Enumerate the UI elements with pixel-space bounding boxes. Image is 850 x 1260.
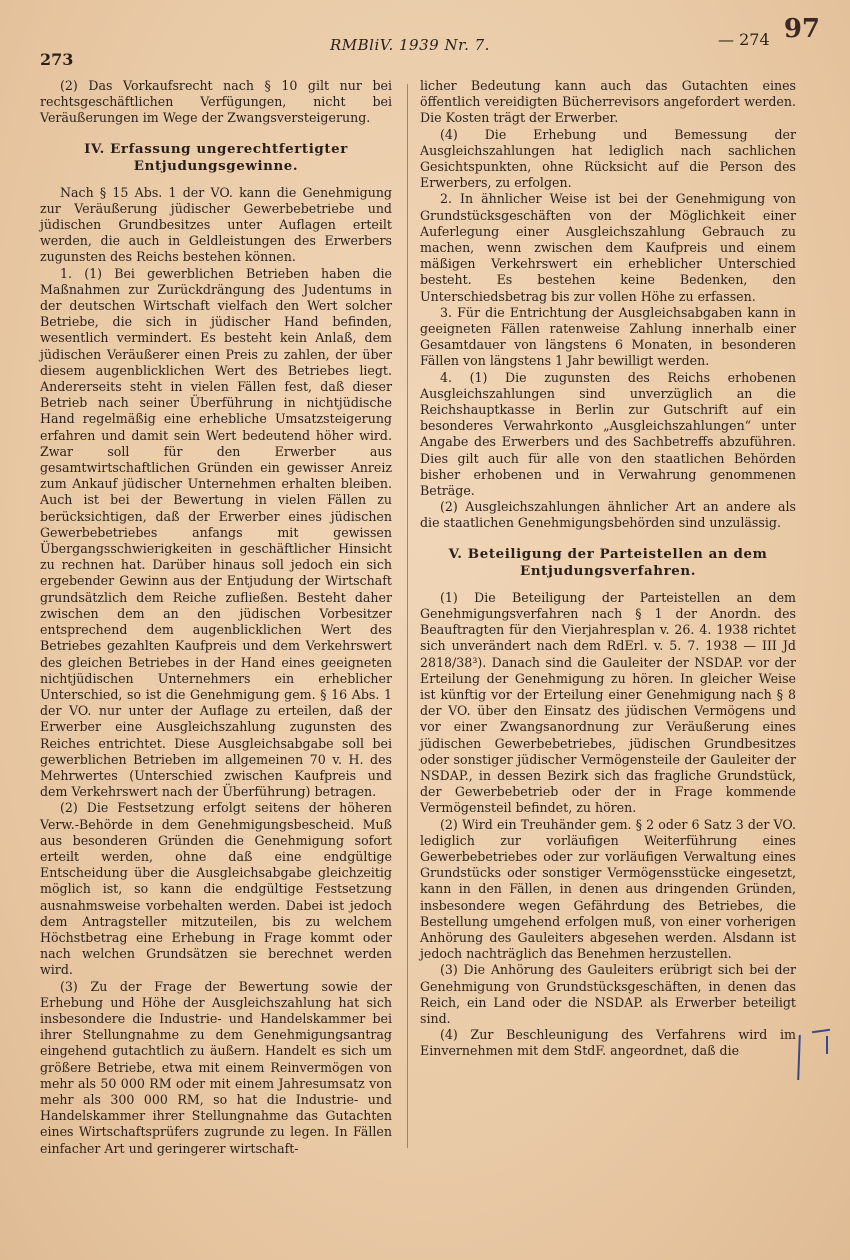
paragraph: 3. Für die Entrichtung der Ausgleichsabgaben kann in geeigneten Fällen ratenweise Zahlung innerhalb einer Gesamtdauer von längstens 6 Monaten, in besonderen Fällen von längstens 1 Jahr bewilligt werden.: [420, 304, 796, 369]
page-header: [40, 14, 820, 72]
paragraph: (3) Die Anhörung des Gauleiters erübrigt sich bei der Genehmigung von Grundstücksgeschäften, in denen das Reich, ein Land oder die NSDAP. als Erwerber beteiligt sind.: [420, 962, 796, 1026]
section-heading-v: V. Beteiligung der Parteistellen an dem Entjudungsverfahren.: [448, 545, 768, 579]
page-number-left: 273: [40, 50, 74, 69]
margin-pencil-line: [826, 1036, 828, 1054]
paragraph: (1) Die Beteiligung der Parteistellen an dem Genehmigungsverfahren nach § 1 der Anordn. des Beauftragten für den Vierjahresplan v. 26. 4. 1938 richtet sich unverändert nach dem RdErl. v. 5. 7. 1938 — III Jd 2818/38³). Danach sind die Gauleiter der NSDAP. vor der Erteilung der Genehmigung zu hören. In gleicher Weise ist künftig vor der Erteilung einer Genehmigung nach § 8 der VO. über den Einsatz des jüdischen Vermögens und vor einer Zwangsanordnung zur Veräußerung eines jüdischen Gewerbebetriebes, jüdischen Grundbesitzes oder sonstiger jüdischer Vermögensteile der Gauleiter der NSDAP., in dessen Bezirk sich das fragliche Grundstück, der Gewerbebetrieb oder der in Frage kommende Vermögensteil befindet, zu hören.: [420, 589, 796, 816]
running-title: RMBliV. 1939 Nr. 7.: [330, 36, 490, 54]
column-divider: [407, 84, 408, 1148]
stamped-page-number: 97: [783, 14, 820, 44]
margin-pencil-tick: [812, 1029, 830, 1033]
paragraph: (2) Das Vorkaufsrecht nach § 10 gilt nur bei rechtsgeschäftlichen Verfügungen, nicht bei Veräußerungen im Wege der Zwangsversteigerung.: [40, 78, 392, 126]
paragraph: (4) Die Erhebung und Bemessung der Ausgleichszahlungen hat lediglich nach sachlichen Gesichtspunkten, ohne Rücksicht auf die Person des Erwerbers, zu erfolgen.: [420, 126, 796, 191]
paragraph: 1. (1) Bei gewerblichen Betrieben haben die Maßnahmen zur Zurückdrängung des Judentums in der deutschen Wirtschaft vielfach den Wert solcher Betriebe, die sich in jüdischer Hand befinden, wesentlich vermindert. Es besteht kein Anlaß, dem jüdischen Veräußerer einen Preis zu zahlen, der über diesem augenblicklichen Wert des Betriebes liegt. Andererseits steht in vielen Fällen fest, daß dieser Betrieb nach seiner Überführung in nichtjüdische Hand regelmäßig eine erhebliche Umsatzsteigerung erfahren und damit sein Wert bedeutend höher wird. Zwar soll für den Erwerber aus gesamtwirtschaftlichen Gründen ein gewisser Anreiz zum Ankauf jüdischer Unternehmen erhalten bleiben. Auch ist bei der Bewertung in vielen Fällen zu berücksichtigen, daß der Erwerber eines jüdischen Gewerbebetriebes anfangs mit gewissen Übergangsschwierigkeiten in geschäftlicher Hinsicht zu rechnen hat. Darüber hinaus soll jedoch ein sich ergebender Gewinn aus der Entjudung der Wirtschaft grundsätzlich dem Reiche zufließen. Besteht daher zwischen dem an den jüdischen Vorbesitzer entsprechend dem augenblicklichen Wert des Betriebes gezahlten Kaufpreis und dem Verkehrswert des gleichen Betriebes in der Hand eines geeigneten nichtjüdischen Unternehmers ein erheblicher Unterschied, so ist die Genehmigung gem. § 16 Abs. 1 der VO. nur unter der Auflage zu erteilen, daß der Erwerber eine Ausgleichszahlung zugunsten des Reiches entrichtet. Diese Ausgleichsabgabe soll bei gewerblichen Betrieben im allgemeinen 70 v. H. des Mehrwertes (Unterschied zwischen Kaufpreis und dem Verkehrswert nach der Überführung) betragen.: [40, 265, 392, 800]
page-number-right: — 274: [718, 30, 770, 49]
paragraph: 4. (1) Die zugunsten des Reichs erhobenen Ausgleichszahlungen sind unverzüglich an die Reichshauptkasse in Berlin zur Gutschrift auf ein besonderes Verwahrkonto „Ausgleichszahlungen“ unter Angabe des Erwerbers und des Sachbetreffs abzuführen. Dies gilt auch für alle von den staatlichen Behörden bisher erhobenen und in Verwahrung genommenen Beträge.: [420, 369, 796, 499]
right-column: [420, 78, 796, 1060]
left-column: [40, 78, 392, 1157]
paragraph: Nach § 15 Abs. 1 der VO. kann die Genehmigung zur Veräußerung jüdischer Gewerbebetriebe und jüdischen Grundbesitzes unter Auflagen erteilt werden, die auch in Geldleistungen des Erwerbers zugunsten des Reichs bestehen können.: [40, 184, 392, 265]
section-heading-iv: IV. Erfassung ungerechtfertigter Entjudungsgewinne.: [84, 140, 348, 174]
margin-pencil-mark: [797, 1035, 801, 1080]
paragraph: (3) Zu der Frage der Bewertung sowie der Erhebung und Höhe der Ausgleichszahlung hat sich insbesondere die Industrie- und Handelskammer bei ihrer Stellungnahme zu dem Genehmigungsantrag eingehend gutachtlich zu äußern. Handelt es sich um größere Betriebe, etwa mit einem Reinvermögen von mehr als 50 000 RM oder mit einem Jahresumsatz von mehr als 300 000 RM, so hat die Industrie- und Handelskammer ihrer Stellungnahme das Gutachten eines Wirtschaftsprüfers zugrunde zu legen. In Fällen einfacher Art und geringerer wirtschaft-: [40, 978, 392, 1156]
paragraph: (4) Zur Beschleunigung des Verfahrens wird im Einvernehmen mit dem StdF. angeordnet, daß die: [420, 1027, 796, 1059]
paragraph: (2) Wird ein Treuhänder gem. § 2 oder 6 Satz 3 der VO. lediglich zur vorläufigen Weiterführung eines Gewerbebetriebes oder zur vorläufigen Verwaltung eines Grundstücks oder sonstiger Vermögensstücke eingesetzt, kann in den Fällen, in denen aus dringenden Gründen, insbesondere wegen Gefährdung des Betriebes, die Bestellung umgehend erfolgen muß, von einer vorherigen Anhörung des Gauleiters abgesehen werden. Alsdann ist jedoch nachträglich das Benehmen herzustellen.: [420, 816, 796, 962]
paragraph: (2) Die Festsetzung erfolgt seitens der höheren Verw.-Behörde in dem Genehmigungsbescheid. Muß aus besonderen Gründen die Genehmigung sofort erteilt werden, ohne daß eine endgültige Entscheidung über die Ausgleichsabgabe gleichzeitig möglich ist, so kann die endgültige Festsetzung ausnahmsweise vorbehalten werden. Dabei ist jedoch dem Antragsteller mitzuteilen, bis zu welchem Höchstbetrag eine Erhebung in Frage kommt oder nach welchen Grundsätzen sie berechnet werden wird.: [40, 800, 392, 978]
paragraph: (2) Ausgleichszahlungen ähnlicher Art an andere als die staatlichen Genehmigungsbehörden sind unzulässig.: [420, 499, 796, 531]
paragraph: 2. In ähnlicher Weise ist bei der Genehmigung von Grundstücksgeschäften von der Möglichkeit einer Auferlegung einer Ausgleichszahlung Gebrauch zu machen, wenn zwischen dem Kaufpreis und einem mäßigen Verkehrswert ein erheblicher Unterschied besteht. Es bestehen keine Bedenken, den Unterschiedsbetrag bis zur vollen Höhe zu erfassen.: [420, 191, 796, 304]
paragraph: licher Bedeutung kann auch das Gutachten eines öffentlich vereidigten Bücherrevisors angefordert werden. Die Kosten trägt der Erwerber.: [420, 78, 796, 126]
